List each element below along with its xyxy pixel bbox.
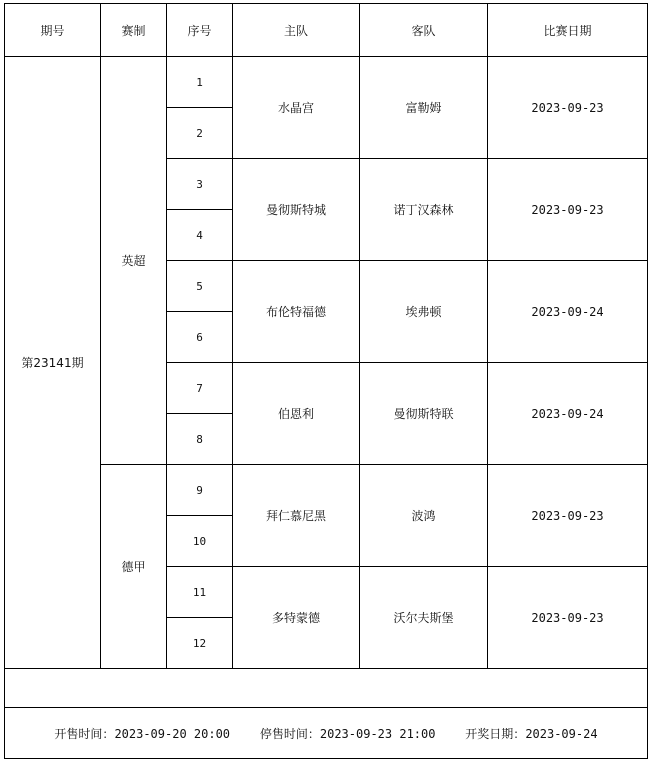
issue-number-cell: 第23141期: [5, 57, 101, 669]
seq-cell: 3: [167, 159, 233, 210]
home-team-cell: 水晶宫: [233, 57, 360, 159]
sale-close-label: 停售时间：: [259, 726, 320, 741]
match-date-cell: 2023-09-24: [488, 261, 648, 363]
header-seq: 序号: [167, 4, 233, 57]
away-team-cell: 富勒姆: [360, 57, 488, 159]
seq-cell: 10: [167, 516, 233, 567]
header-issue: 期号: [5, 4, 101, 57]
away-team-cell: 沃尔夫斯堡: [360, 567, 488, 669]
header-date: 比赛日期: [488, 4, 648, 57]
footer-row: [5, 708, 648, 759]
match-date-cell: 2023-09-23: [488, 465, 648, 567]
table-row: [5, 465, 648, 516]
home-team-cell: 布伦特福德: [233, 261, 360, 363]
seq-cell: 5: [167, 261, 233, 312]
table-row: [5, 57, 648, 108]
match-date-cell: 2023-09-23: [488, 159, 648, 261]
league-cell-bundesliga: 德甲: [101, 465, 167, 669]
header-away: 客队: [360, 4, 488, 57]
home-team-cell: 拜仁慕尼黑: [233, 465, 360, 567]
header-home: 主队: [233, 4, 360, 57]
match-schedule-table: [4, 3, 648, 759]
sale-open-value: 2023-09-20 20:00: [114, 726, 231, 741]
seq-cell: 8: [167, 414, 233, 465]
seq-cell: 2: [167, 108, 233, 159]
away-team-cell: 波鸿: [360, 465, 488, 567]
seq-cell: 7: [167, 363, 233, 414]
match-date-cell: 2023-09-24: [488, 363, 648, 465]
away-team-cell: 埃弗顿: [360, 261, 488, 363]
seq-cell: 4: [167, 210, 233, 261]
blank-cell: [5, 669, 648, 708]
draw-date-value: 2023-09-24: [525, 726, 598, 741]
sale-open-label: 开售时间：: [54, 726, 115, 741]
match-date-cell: 2023-09-23: [488, 567, 648, 669]
sale-close-value: 2023-09-23 21:00: [319, 726, 436, 741]
home-team-cell: 曼彻斯特城: [233, 159, 360, 261]
league-cell-premier: 英超: [101, 57, 167, 465]
header-row: [5, 4, 648, 57]
home-team-cell: 伯恩利: [233, 363, 360, 465]
away-team-cell: 曼彻斯特联: [360, 363, 488, 465]
footer-cell: [5, 708, 648, 759]
header-league: 赛制: [101, 4, 167, 57]
blank-row: [5, 669, 648, 708]
seq-cell: 12: [167, 618, 233, 669]
seq-cell: 1: [167, 57, 233, 108]
away-team-cell: 诺丁汉森林: [360, 159, 488, 261]
sale-info-line: [54, 727, 597, 741]
seq-cell: 6: [167, 312, 233, 363]
home-team-cell: 多特蒙德: [233, 567, 360, 669]
draw-date-label: 开奖日期：: [465, 726, 526, 741]
seq-cell: 11: [167, 567, 233, 618]
match-date-cell: 2023-09-23: [488, 57, 648, 159]
seq-cell: 9: [167, 465, 233, 516]
